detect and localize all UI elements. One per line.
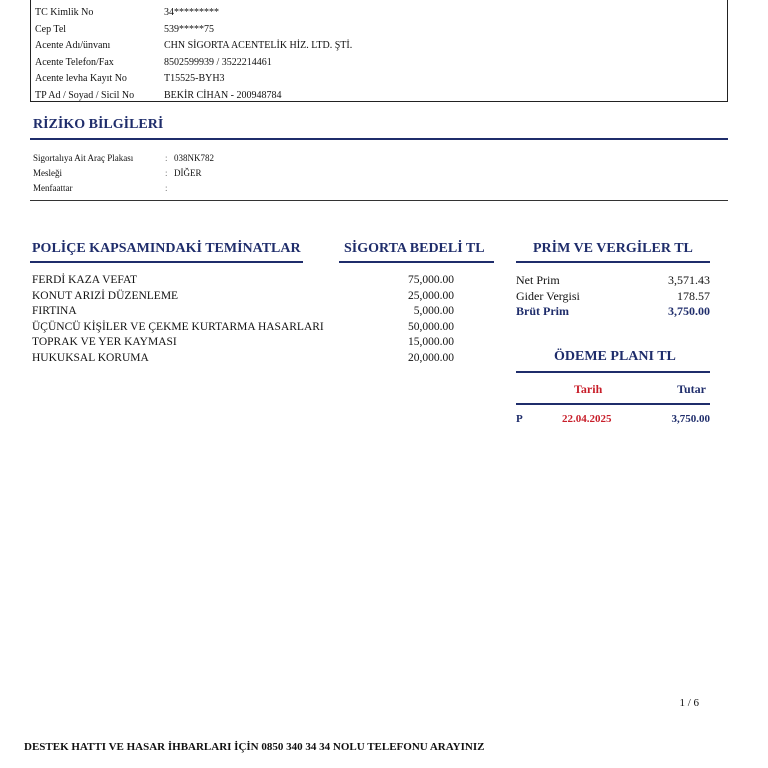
info-value: 539*****75 xyxy=(164,23,214,35)
premium-row-total xyxy=(516,304,710,320)
info-label: TC Kimlik No xyxy=(35,7,94,18)
premium-label: Gider Vergisi xyxy=(516,288,580,303)
coverage-amount: 20,000.00 xyxy=(408,351,454,364)
premium-label: Brüt Prim xyxy=(516,304,569,318)
premium-row xyxy=(516,289,710,305)
riziko-value: 038NK782 xyxy=(174,153,214,163)
coverage-name: HUKUKSAL KORUMA xyxy=(32,351,149,364)
premium-title-rule xyxy=(516,261,710,263)
payment-amount-header: Tutar xyxy=(677,382,706,396)
info-value: 34********* xyxy=(164,7,219,18)
coverage-row xyxy=(32,335,454,351)
coverage-row xyxy=(32,351,454,367)
coverage-amount: 50,000.00 xyxy=(408,320,454,333)
info-value: BEKİR CİHAN - 200948784 xyxy=(164,89,282,101)
coverage-title-rule xyxy=(30,261,303,263)
coverage-title: POLİÇE KAPSAMINDAKİ TEMİNATLAR xyxy=(32,241,301,256)
riziko-title: RİZİKO BİLGİLERİ xyxy=(33,117,164,132)
premium-title: PRİM VE VERGİLER TL xyxy=(533,241,693,256)
info-label: Cep Tel xyxy=(35,23,67,35)
premium-row xyxy=(516,273,710,289)
coverage-amount: 75,000.00 xyxy=(408,274,454,286)
page-number: 1 / 6 xyxy=(679,697,699,709)
info-row xyxy=(31,38,727,54)
coverage-row xyxy=(32,304,454,320)
coverage-amount-title: SİGORTA BEDELİ TL xyxy=(344,241,485,256)
coverage-amount-rule xyxy=(339,261,494,263)
info-row xyxy=(31,55,727,71)
info-label: Acente levha Kayıt No xyxy=(35,73,127,84)
info-label: TP Ad / Soyad / Sicil No xyxy=(35,89,135,101)
riziko-label: Sigortalıya Ait Araç Plakası xyxy=(33,153,134,163)
info-value: T15525-BYH3 xyxy=(164,73,225,84)
riziko-title-rule xyxy=(30,138,728,140)
info-row xyxy=(31,88,727,104)
coverage-amount: 15,000.00 xyxy=(408,336,454,348)
coverage-amount: 25,000.00 xyxy=(408,289,454,302)
premium-value: 3,750.00 xyxy=(668,304,710,318)
coverage-row xyxy=(32,320,454,336)
premium-value: 178.57 xyxy=(677,288,710,303)
payment-date-header: Tarih xyxy=(574,382,603,396)
coverage-name: FERDİ KAZA VEFAT xyxy=(32,274,137,286)
coverage-name: FIRTINA xyxy=(32,305,77,317)
info-row xyxy=(31,71,727,87)
info-value: 8502599939 / 3522214461 xyxy=(164,56,272,68)
riziko-bottom-rule xyxy=(30,200,728,201)
payment-date: 22.04.2025 xyxy=(562,413,612,425)
payment-title: ÖDEME PLANI TL xyxy=(554,349,676,364)
coverage-name: ÜÇÜNCÜ KİŞİLER VE ÇEKME KURTARMA HASARLARI xyxy=(32,320,324,333)
info-label: Acente Telefon/Fax xyxy=(35,56,114,68)
riziko-separator: : xyxy=(165,183,168,193)
coverage-amount: 5,000.00 xyxy=(413,305,454,317)
policy-info-box xyxy=(30,0,728,102)
payment-code: P xyxy=(516,413,523,425)
info-row xyxy=(31,22,727,38)
riziko-label: Menfaattar xyxy=(33,183,73,193)
premium-label: Net Prim xyxy=(516,273,560,287)
coverage-name: TOPRAK VE YER KAYMASI xyxy=(32,336,177,348)
info-value: CHN SİGORTA ACENTELİK HİZ. LTD. ŞTİ. xyxy=(164,40,353,51)
payment-header-rule xyxy=(516,403,710,405)
footer-support-text: DESTEK HATTI VE HASAR İHBARLARI İÇİN 0850 340 34 34 NOLU TELEFONU ARAYINIZ xyxy=(24,741,485,753)
payment-amount: 3,750.00 xyxy=(671,413,710,425)
coverage-row xyxy=(32,289,454,305)
info-label: Acente Adı/ünvanı xyxy=(35,40,111,51)
riziko-value: DİĞER xyxy=(174,168,202,178)
riziko-separator: : xyxy=(165,168,168,178)
info-row xyxy=(31,5,727,21)
riziko-separator: : xyxy=(165,153,168,163)
riziko-label: Mesleği xyxy=(33,168,62,178)
premium-value: 3,571.43 xyxy=(668,273,710,287)
coverage-row xyxy=(32,273,454,289)
coverage-name: KONUT ARIZİ DÜZENLEME xyxy=(32,289,179,302)
payment-title-rule xyxy=(516,371,710,373)
